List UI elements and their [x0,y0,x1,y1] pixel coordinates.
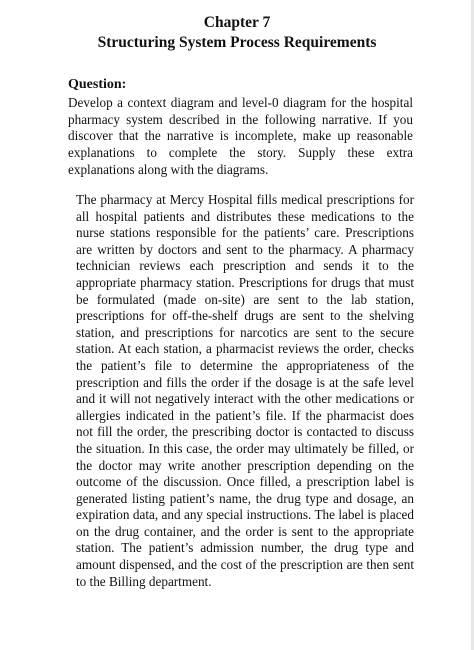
chapter-heading: Chapter 7 [203,14,271,31]
narrative-paragraph: The pharmacy at Mercy Hospital fills medical prescriptions for all hospital patients and distributes these medications to the nurse stations responsible for the patients’ care. Prescriptions are written by doctors and sent to the pharmacy. A pharmacy technician reviews each prescription and sends it to the appropriate pharmacy station. Prescriptions for drugs that must be formulated (made on-site) are sent to the lab station, prescriptions for off-the-shelf drugs are sent to the shelving station, and prescriptions for narcotics are sent to the secure station. At each station, a pharmacist reviews the order, checks the patient’s file to determine the appropriateness of the prescription and fills the order if the dosage is at the safe level and it will not negatively interact with the other medications or allergies indicated in the patient’s file. If the pharmacist does not fill the order, the prescribing doctor is contacted to discuss the situation. In this case, the order may ultimately be filled, or the doctor may write another prescription depending on the outcome of the discussion. Once filled, a prescription label is generated listing patient’s name, the drug type and dosage, an expiration data, and any special instructions. The label is placed on the drug container, and the order is sent to the appropriate station. The patient’s admission number, the drug type and amount dispensed, and the cost of the prescription are then sent to the Billing department. [76,192,414,589]
question-body: Develop a context diagram and level-0 diagram for the hospital pharmacy system described in the following narrative. If you discover that the narrative is incomplete, make up reasonable explanations to complete the story. Supply these extra explanations along with the diagrams. [68,95,413,177]
chapter-title: Structuring System Process Requirements [97,34,377,51]
question-heading: Question: [68,77,127,92]
